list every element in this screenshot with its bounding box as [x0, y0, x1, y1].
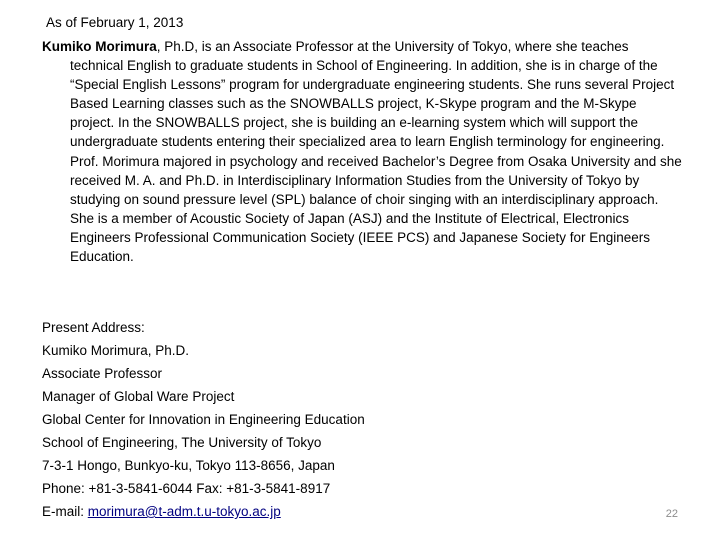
bio-name: Kumiko Morimura: [42, 39, 157, 54]
bio-text: , Ph.D, is an Associate Professor at the University of Tokyo, where she teaches technical English to graduate students in School of Engineering. In addition, she is in charge of the “Special English Lessons” program for undergraduate engineering students. She runs several Project Based Learning classes such as the SNOWBALLS project, K-Skype program and the M-Skype project. In the SNOWBALLS project, she is building an e-learning system which will support the undergraduate students entering their specialized area to learn English terminology for engineering. Prof. Morimura majored in psychology and received Bachelor’s Degree from Osaka University and she received M. A. and Ph.D. in Interdisciplinary Information Studies from the University of Tokyo by studying on sound pressure level (SPL) balance of choir singing with an interdisciplinary approach. She is a member of Acoustic Society of Japan (ASJ) and the Institute of Electrical, Electronics Engineers Professional Communication Society (IEEE PCS) and Japanese Society for Engineers Education.: [70, 39, 682, 265]
address-email-line: [42, 500, 642, 523]
page-number: 22: [665, 508, 678, 520]
date-line: As of February 1, 2013: [46, 15, 184, 30]
email-link[interactable]: morimura@t-adm.t.u-tokyo.ac.jp: [87, 504, 281, 519]
biography-paragraph: [42, 37, 682, 266]
address-school: School of Engineering, The University of Tokyo: [42, 435, 322, 450]
address-heading: Present Address:: [42, 320, 145, 335]
address-title-manager: Manager of Global Ware Project: [42, 389, 235, 404]
address-street: 7-3-1 Hongo, Bunkyo-ku, Tokyo 113-8656, Japan: [42, 458, 335, 473]
present-address-block: [42, 316, 642, 523]
address-title-professor: Associate Professor: [42, 366, 163, 381]
address-center: Global Center for Innovation in Engineering Education: [42, 412, 365, 427]
address-name: Kumiko Morimura, Ph.D.: [42, 343, 190, 358]
email-label: E-mail:: [42, 504, 88, 519]
address-phone-fax: Phone: +81-3-5841-6044 Fax: +81-3-5841-8917: [42, 481, 331, 496]
